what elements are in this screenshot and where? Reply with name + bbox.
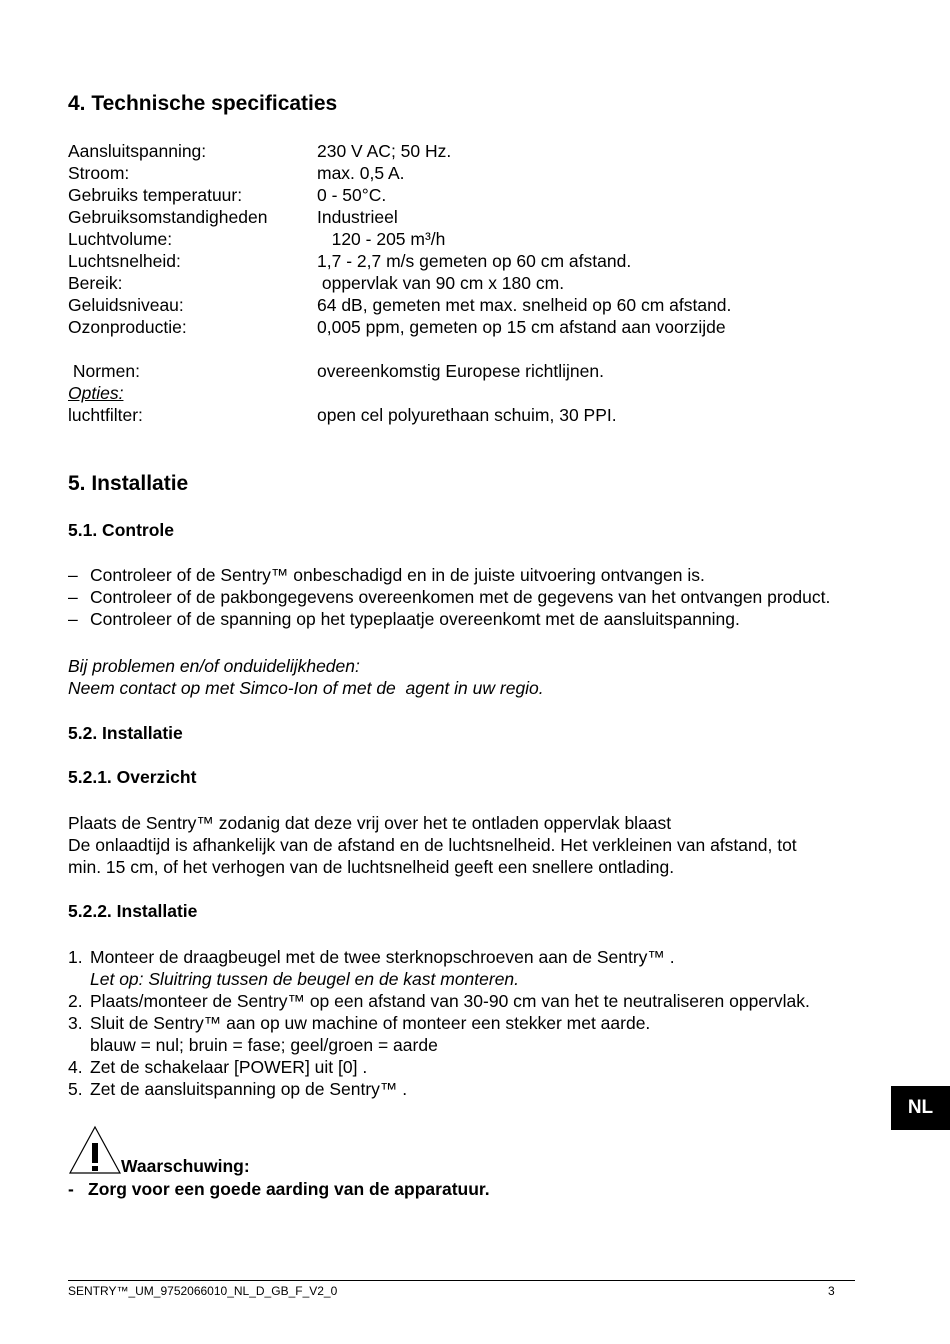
overzicht-line-1: Plaats de Sentry™ zodanig dat deze vrij over het te ontladen oppervlak blaast [68,813,672,833]
dash-mark: – [68,609,78,629]
spec-value: 64 dB, gemeten met max. snelheid op 60 cm afstand. [317,295,732,315]
step-number: 4. [68,1057,83,1077]
spec-table [68,140,828,338]
footer-document-id: SENTRY™_UM_9752066010_NL_D_GB_F_V2_0 [68,1284,338,1298]
list-item [68,1056,888,1078]
dash-mark: – [68,587,78,607]
step-text: Zet de schakelaar [POWER] uit [0] . [90,1057,368,1077]
installation-steps [68,946,888,1100]
list-item [68,1078,888,1100]
list-item [68,990,888,1012]
spec-row [68,250,828,272]
spec-label: Luchtsnelheid: [68,251,181,271]
step-number: 3. [68,1013,83,1033]
spec-value: 120 - 205 m³/h [317,229,446,249]
spec-value: 0 - 50°C. [317,185,387,205]
controle-list [68,564,868,630]
spec-row [68,228,828,250]
spec-value: 230 V AC; 50 Hz. [317,141,452,161]
spec-label: Luchtvolume: [68,229,173,249]
step-number: 2. [68,991,83,1011]
spec-label: Gebruiks temperatuur: [68,185,243,205]
step-number: 1. [68,947,83,967]
spec-row [68,316,828,338]
section-5-title: 5. Installatie [68,472,189,495]
dash-mark: – [68,565,78,585]
normen-value: overeenkomstig Europese richtlijnen. [317,361,604,381]
warning-text: Zorg voor een goede aarding van de apparatuur. [88,1179,490,1199]
spec-row [68,162,828,184]
filter-value: open cel polyurethaan schuim, 30 PPI. [317,405,617,425]
list-item: – Controleer of de pakbongegevens overeenkomen met de gegevens van het ontvangen product. [68,587,831,607]
spec-row [68,140,828,162]
warning-triangle-icon [68,1125,122,1175]
section-5-2-2-title: 5.2.2. Installatie [68,901,198,921]
list-item [68,968,888,990]
step-text: Sluit de Sentry™ aan op uw machine of monteer een stekker met aarde. [90,1013,651,1033]
opties-label: Opties: [68,383,124,403]
section-4-title: 4. Technische specificaties [68,92,338,115]
spec-value: oppervlak van 90 cm x 180 cm. [317,273,565,293]
footer-divider [68,1280,855,1281]
spec-label: Gebruiksomstandigheden [68,207,268,227]
warning-title: Waarschuwing: [121,1156,250,1176]
spec-value: max. 0,5 A. [317,163,405,183]
section-5-2-1-title: 5.2.1. Overzicht [68,767,197,787]
spec-row [68,184,828,206]
spec-label: Ozonproductie: [68,317,187,337]
list-item: – Controleer of de Sentry™ onbeschadigd en in de juiste uitvoering ontvangen is. [68,565,705,585]
step-text: Let op: Sluitring tussen de beugel en de kast monteren. [90,969,520,989]
spec-row [68,272,828,294]
step-number: 5. [68,1079,83,1099]
spec-label: Aansluitspanning: [68,141,207,161]
normen-label: Normen: [68,361,140,381]
step-text: Zet de aansluitspanning op de Sentry™ . [90,1079,408,1099]
overzicht-line-3: min. 15 cm, of het verhogen van de luchtsnelheid geeft een snellere ontlading. [68,857,675,877]
spec-label: Bereik: [68,273,123,293]
spec-row [68,206,828,228]
step-text: Plaats/monteer de Sentry™ op een afstand van 30-90 cm van het te neutraliseren oppervlak. [90,991,810,1011]
section-5-2-title: 5.2. Installatie [68,723,183,743]
list-item: – Controleer of de spanning op het typeplaatje overeenkomt met de aansluitspanning. [68,609,740,629]
spec-value: 1,7 - 2,7 m/s gemeten op 60 cm afstand. [317,251,632,271]
contact-note: Neem contact op met Simco-Ion of met de agent in uw regio. [68,678,544,698]
problem-note: Bij problemen en/of onduidelijkheden: [68,656,360,676]
step-text: blauw = nul; bruin = fase; geel/groen = aarde [90,1035,438,1055]
spec-value: 0,005 ppm, gemeten op 15 cm afstand aan voorzijde [317,317,726,337]
spec-label: Geluidsniveau: [68,295,184,315]
warning-dash: - [68,1179,74,1199]
section-5-1-title: 5.1. Controle [68,520,174,540]
spec-label: Stroom: [68,163,130,183]
list-item [68,946,888,968]
step-text: Monteer de draagbeugel met de twee sterknopschroeven aan de Sentry™ . [90,947,675,967]
list-item [68,1012,888,1034]
list-item [68,1034,888,1056]
overzicht-line-2: De onlaadtijd is afhankelijk van de afstand en de luchtsnelheid. Het verkleinen van afstand, tot [68,835,797,855]
spec-value: Industrieel [317,207,398,227]
footer-page-number: 3 [828,1284,835,1298]
spec-row [68,294,828,316]
filter-label: luchtfilter: [68,405,143,425]
language-tab-nl: NL [891,1086,950,1130]
